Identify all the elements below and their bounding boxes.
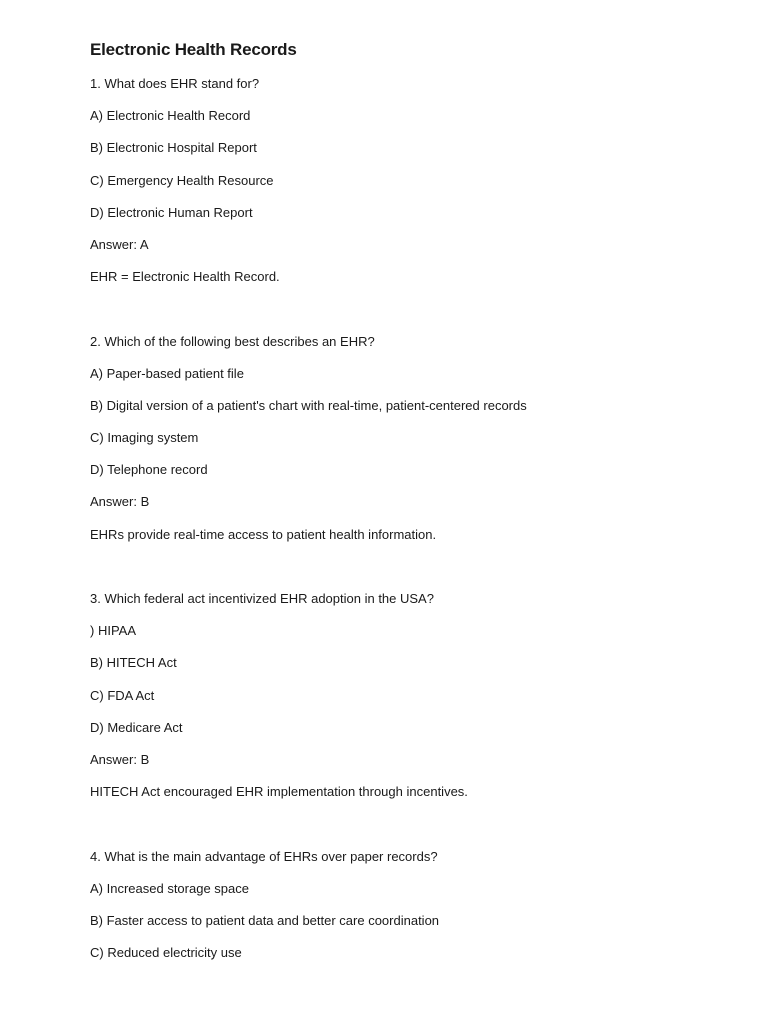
question-block-1 bbox=[90, 75, 730, 286]
option-c: C) FDA Act bbox=[90, 687, 155, 703]
question-text: 4. What is the main advantage of EHRs over paper records? bbox=[90, 848, 438, 864]
explanation-line: EHRs provide real-time access to patient health information. bbox=[90, 526, 437, 542]
option-d: D) Electronic Human Report bbox=[90, 204, 253, 220]
explanation-line: HITECH Act encouraged EHR implementation through incentives. bbox=[90, 784, 468, 800]
page-title: Electronic Health Records bbox=[90, 40, 297, 59]
option-b: B) Digital version of a patient's chart with real-time, patient-centered records bbox=[90, 397, 527, 413]
answer-line: Answer: B bbox=[90, 494, 150, 510]
option-c: C) Emergency Health Resource bbox=[90, 172, 274, 188]
option-d: D) Medicare Act bbox=[90, 719, 183, 735]
option-a: A) Paper-based patient file bbox=[90, 365, 244, 381]
question-text: 3. Which federal act incentivized EHR adoption in the USA? bbox=[90, 591, 434, 606]
option-a: ) HIPAA bbox=[90, 623, 136, 639]
block-spacer bbox=[90, 300, 730, 332]
answer-line: Answer: B bbox=[90, 751, 150, 767]
option-d: D) Telephone record bbox=[90, 462, 208, 478]
question-block-3 bbox=[90, 590, 730, 801]
block-spacer bbox=[90, 558, 730, 590]
question-list bbox=[90, 75, 730, 962]
option-b: B) HITECH Act bbox=[90, 655, 177, 671]
explanation-line: EHR = Electronic Health Record. bbox=[90, 269, 280, 285]
question-text: 1. What does EHR stand for? bbox=[90, 76, 260, 91]
option-b: B) Faster access to patient data and better care coordination bbox=[90, 912, 440, 928]
question-block-2 bbox=[90, 333, 730, 544]
option-a: A) Electronic Health Record bbox=[90, 108, 251, 124]
question-block-4 bbox=[90, 848, 730, 963]
option-c: C) Imaging system bbox=[90, 430, 199, 446]
block-spacer bbox=[90, 815, 730, 847]
document-page bbox=[90, 38, 730, 976]
option-c: C) Reduced electricity use bbox=[90, 945, 242, 961]
option-b: B) Electronic Hospital Report bbox=[90, 140, 257, 156]
question-text: 2. Which of the following best describes an EHR? bbox=[90, 333, 375, 349]
answer-line: Answer: A bbox=[90, 236, 149, 252]
option-a: A) Increased storage space bbox=[90, 880, 249, 896]
